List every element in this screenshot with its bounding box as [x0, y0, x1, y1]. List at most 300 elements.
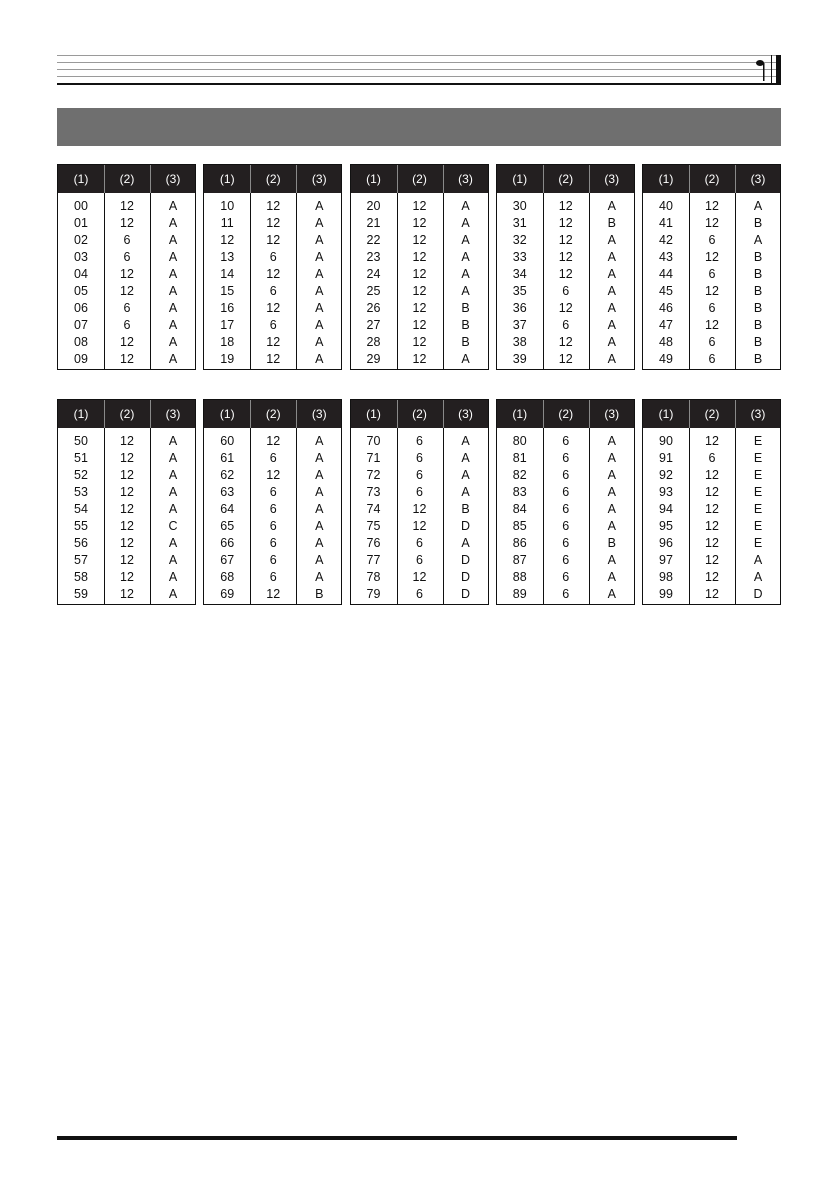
table-cell: 12 [412, 284, 427, 298]
table-cell: 47 [659, 318, 673, 332]
table-cell: 12 [705, 318, 719, 332]
table-cell: D [460, 519, 471, 533]
table-row [351, 433, 488, 450]
table-cell: 69 [220, 587, 235, 601]
table-row [58, 198, 195, 215]
table-cell: A [315, 468, 324, 482]
column-header: (3) [458, 172, 473, 186]
table-cell: A [168, 216, 178, 230]
table-row [497, 198, 634, 215]
table-cell: 58 [74, 570, 88, 584]
table-cell: 12 [558, 335, 573, 349]
table-cell: 12 [558, 250, 573, 264]
table-cell: 04 [74, 267, 88, 281]
table-row [497, 433, 634, 450]
table-cell: 64 [220, 502, 235, 516]
table-row [58, 569, 195, 586]
table-cell: 63 [220, 485, 235, 499]
table-cell: 12 [266, 352, 281, 366]
table-cell: 6 [708, 451, 716, 465]
table-row [58, 433, 195, 450]
table-row [204, 198, 341, 215]
table-row [643, 283, 780, 300]
table-row [497, 300, 634, 317]
table-cell: 12 [412, 233, 427, 247]
table-cell: 6 [562, 519, 570, 533]
table-cell: 12 [120, 536, 134, 550]
table-row [643, 518, 780, 535]
table-cell: 54 [74, 502, 88, 516]
table-cell: 99 [659, 587, 673, 601]
table-cell: 6 [269, 519, 277, 533]
table-cell: 25 [366, 284, 381, 298]
table-cell: A [461, 284, 470, 298]
table-cell: 12 [705, 468, 719, 482]
table-row [351, 518, 488, 535]
table-cell: B [461, 318, 470, 332]
table-cell: 12 [558, 233, 573, 247]
header-divider [589, 400, 590, 428]
table-cell: 12 [120, 434, 134, 448]
table-cell: 6 [269, 536, 277, 550]
staff-line [57, 83, 781, 85]
table-cell: 12 [120, 570, 134, 584]
tone-table [57, 164, 196, 370]
table-cell: 90 [659, 434, 673, 448]
header-divider [104, 165, 105, 193]
staff-line [57, 69, 781, 70]
table-cell: A [168, 267, 178, 281]
table-cell: 12 [412, 216, 427, 230]
tone-table [350, 164, 489, 370]
table-cell: 12 [558, 301, 573, 315]
table-row [643, 300, 780, 317]
table-cell: B [753, 284, 763, 298]
table-cell: B [753, 318, 763, 332]
table-row [643, 501, 780, 518]
table-cell: A [315, 434, 324, 448]
table-cell: A [607, 468, 616, 482]
table-row [204, 300, 341, 317]
table-cell: 36 [512, 301, 527, 315]
table-cell: 93 [659, 485, 673, 499]
table-cell: A [315, 335, 324, 349]
table-row [351, 232, 488, 249]
staff-line [57, 76, 781, 77]
table-cell: 05 [74, 284, 88, 298]
table-row [204, 552, 341, 569]
table-row [643, 433, 780, 450]
table-cell: A [168, 468, 178, 482]
column-header: (1) [512, 407, 528, 421]
table-row [351, 215, 488, 232]
table-cell: 6 [562, 570, 570, 584]
table-cell: 66 [220, 536, 235, 550]
table-cell: 12 [120, 451, 134, 465]
section-title-band [57, 108, 781, 146]
table-cell: A [168, 451, 178, 465]
header-divider [443, 400, 444, 428]
table-cell: 94 [659, 502, 673, 516]
table-cell: 12 [120, 352, 134, 366]
column-header: (1) [366, 172, 381, 186]
table-row [58, 450, 195, 467]
table-cell: 68 [220, 570, 235, 584]
table-body [497, 433, 634, 603]
table-cell: 96 [659, 536, 673, 550]
table-cell: 82 [512, 468, 527, 482]
table-cell: 12 [705, 216, 719, 230]
column-header: (2) [265, 172, 281, 186]
table-row [351, 586, 488, 603]
table-row [497, 569, 634, 586]
table-header [58, 165, 195, 193]
table-row [204, 249, 341, 266]
table-cell: 12 [120, 199, 134, 213]
table-cell: A [607, 301, 616, 315]
table-cell: D [753, 587, 763, 601]
table-row [351, 535, 488, 552]
table-cell: 12 [558, 267, 573, 281]
table-cell: E [753, 485, 763, 499]
table-cell: A [607, 318, 616, 332]
table-cell: 12 [412, 570, 427, 584]
table-cell: B [461, 502, 470, 516]
table-cell: 87 [512, 553, 527, 567]
table-row [204, 334, 341, 351]
table-row [643, 552, 780, 569]
table-cell: 53 [74, 485, 88, 499]
table-cell: B [607, 216, 616, 230]
table-cell: 46 [659, 301, 673, 315]
staff-barline-thin [771, 55, 772, 85]
table-cell: 76 [366, 536, 381, 550]
table-header [204, 165, 341, 193]
table-row [643, 266, 780, 283]
table-cell: A [168, 536, 178, 550]
table-cell: A [461, 233, 470, 247]
table-cell: D [460, 570, 471, 584]
table-row [58, 518, 195, 535]
table-row [643, 317, 780, 334]
header-divider [689, 400, 690, 428]
table-cell: A [315, 267, 324, 281]
table-cell: 80 [512, 434, 527, 448]
table-row [497, 450, 634, 467]
table-row [497, 552, 634, 569]
table-cell: A [607, 267, 616, 281]
table-row [351, 334, 488, 351]
column-header: (3) [165, 407, 181, 421]
table-cell: A [753, 553, 763, 567]
table-row [58, 249, 195, 266]
table-row [643, 569, 780, 586]
table-cell: A [461, 216, 470, 230]
table-cell: A [607, 335, 616, 349]
tone-table [642, 399, 781, 605]
table-cell: 39 [512, 352, 527, 366]
table-cell: 50 [74, 434, 88, 448]
table-cell: 12 [412, 301, 427, 315]
table-cell: 51 [74, 451, 88, 465]
table-cell: 91 [659, 451, 673, 465]
column-header: (1) [219, 407, 235, 421]
table-cell: 74 [366, 502, 381, 516]
table-cell: 28 [366, 335, 381, 349]
table-cell: 6 [123, 250, 131, 264]
table-row [204, 283, 341, 300]
column-header: (3) [604, 172, 620, 186]
table-cell: 12 [705, 587, 719, 601]
table-cell: 12 [412, 352, 427, 366]
table-row [204, 569, 341, 586]
table-cell: A [315, 301, 324, 315]
table-cell: A [607, 587, 616, 601]
table-cell: B [461, 301, 470, 315]
table-cell: 12 [266, 233, 281, 247]
table-cell: 60 [220, 434, 235, 448]
table-row [58, 232, 195, 249]
table-cell: 75 [366, 519, 381, 533]
table-cell: 6 [416, 553, 423, 567]
table-row [58, 266, 195, 283]
table-cell: 26 [366, 301, 381, 315]
table-row [58, 467, 195, 484]
header-divider [589, 165, 590, 193]
table-cell: 6 [416, 485, 423, 499]
table-cell: 6 [416, 587, 423, 601]
table-header [204, 400, 341, 428]
column-header: (1) [512, 172, 528, 186]
table-cell: 6 [708, 233, 716, 247]
table-cell: 49 [659, 352, 673, 366]
table-cell: 12 [120, 485, 134, 499]
table-cell: A [461, 267, 470, 281]
table-cell: 61 [220, 451, 235, 465]
column-header: (2) [704, 172, 720, 186]
table-row [58, 215, 195, 232]
table-cell: A [461, 250, 470, 264]
table-cell: 09 [74, 352, 88, 366]
table-cell: A [607, 519, 616, 533]
table-cell: 6 [562, 536, 570, 550]
table-cell: B [753, 216, 763, 230]
column-header: (2) [265, 407, 281, 421]
table-cell: 6 [269, 250, 277, 264]
table-cell: 6 [269, 485, 277, 499]
table-cell: 10 [220, 199, 235, 213]
header-divider [250, 400, 251, 428]
table-cell: 12 [705, 519, 719, 533]
header-divider [397, 400, 398, 428]
table-cell: A [168, 502, 178, 516]
table-row [351, 501, 488, 518]
table-cell: 6 [269, 318, 277, 332]
table-cell: A [315, 250, 324, 264]
table-cell: B [753, 335, 763, 349]
table-cell: A [461, 434, 470, 448]
table-cell: 20 [366, 199, 381, 213]
column-header: (3) [311, 407, 327, 421]
table-row [643, 535, 780, 552]
table-cell: 33 [512, 250, 527, 264]
table-row [497, 317, 634, 334]
table-cell: A [461, 451, 470, 465]
table-cell: 89 [512, 587, 527, 601]
table-cell: 12 [412, 250, 427, 264]
table-cell: A [607, 233, 616, 247]
table-row [497, 484, 634, 501]
table-cell: 06 [74, 301, 88, 315]
table-row [497, 283, 634, 300]
table-cell: 6 [123, 301, 131, 315]
table-cell: 84 [512, 502, 527, 516]
table-cell: 6 [708, 301, 716, 315]
table-row [643, 586, 780, 603]
table-cell: 92 [659, 468, 673, 482]
table-row [58, 283, 195, 300]
table-cell: E [753, 434, 763, 448]
table-cell: 6 [269, 553, 277, 567]
table-cell: 29 [366, 352, 381, 366]
table-cell: 83 [512, 485, 527, 499]
table-row [643, 334, 780, 351]
table-cell: A [461, 485, 470, 499]
staff-line [57, 62, 781, 63]
column-header: (1) [366, 407, 381, 421]
tone-table [203, 164, 342, 370]
table-cell: 6 [562, 284, 570, 298]
table-cell: 12 [266, 335, 281, 349]
table-row [497, 334, 634, 351]
header-divider [543, 400, 544, 428]
table-cell: 08 [74, 335, 88, 349]
table-cell: 15 [220, 284, 235, 298]
table-cell: 95 [659, 519, 673, 533]
table-cell: A [168, 553, 178, 567]
column-header: (2) [119, 172, 135, 186]
table-row [204, 467, 341, 484]
table-cell: 38 [512, 335, 527, 349]
table-header [497, 165, 634, 193]
table-row [204, 351, 341, 368]
table-cell: A [315, 216, 324, 230]
table-row [351, 450, 488, 467]
table-cell: A [461, 468, 470, 482]
table-cell: 6 [708, 352, 716, 366]
table-cell: 12 [705, 485, 719, 499]
table-cell: 12 [412, 318, 427, 332]
table-cell: A [315, 485, 324, 499]
table-row [58, 586, 195, 603]
staff-line [57, 55, 781, 56]
column-header: (3) [604, 407, 620, 421]
table-cell: 70 [366, 434, 381, 448]
table-cell: 14 [220, 267, 235, 281]
table-cell: E [753, 536, 763, 550]
table-cell: 78 [366, 570, 381, 584]
table-row [351, 552, 488, 569]
table-row [351, 467, 488, 484]
table-cell: 12 [120, 587, 134, 601]
table-row [204, 232, 341, 249]
table-cell: 12 [412, 335, 427, 349]
table-body [204, 198, 341, 368]
table-row [497, 586, 634, 603]
table-cell: 71 [366, 451, 381, 465]
table-cell: 6 [269, 284, 277, 298]
table-cell: 67 [220, 553, 235, 567]
table-cell: 72 [366, 468, 381, 482]
table-body [204, 433, 341, 603]
table-cell: 55 [74, 519, 88, 533]
table-cell: 12 [120, 216, 134, 230]
table-cell: 6 [416, 536, 423, 550]
table-cell: A [607, 352, 616, 366]
table-cell: 6 [269, 451, 277, 465]
table-row [204, 433, 341, 450]
table-cell: 24 [366, 267, 381, 281]
table-cell: 12 [558, 352, 573, 366]
table-cell: B [753, 301, 763, 315]
header-divider [543, 165, 544, 193]
tone-table [203, 399, 342, 605]
header-divider [689, 165, 690, 193]
footer-rule [57, 1136, 737, 1140]
table-cell: 01 [74, 216, 88, 230]
table-row [497, 501, 634, 518]
table-cell: 57 [74, 553, 88, 567]
table-row [58, 484, 195, 501]
table-cell: 85 [512, 519, 527, 533]
table-row [497, 518, 634, 535]
table-cell: 77 [366, 553, 381, 567]
table-row [58, 501, 195, 518]
table-cell: 79 [366, 587, 381, 601]
table-cell: A [168, 570, 178, 584]
table-cell: A [753, 199, 763, 213]
table-cell: A [168, 587, 178, 601]
table-cell: 12 [220, 233, 235, 247]
table-cell: 34 [512, 267, 527, 281]
table-cell: 12 [266, 434, 281, 448]
table-cell: 6 [269, 502, 277, 516]
table-cell: 6 [562, 485, 570, 499]
table-cell: 86 [512, 536, 527, 550]
table-cell: 44 [659, 267, 673, 281]
table-cell: 12 [266, 468, 281, 482]
table-cell: 12 [120, 502, 134, 516]
table-cell: A [168, 284, 178, 298]
table-cell: 31 [512, 216, 527, 230]
table-row [497, 266, 634, 283]
table-cell: A [315, 519, 324, 533]
table-cell: A [168, 318, 178, 332]
table-row [351, 198, 488, 215]
table-body [58, 198, 195, 368]
table-row [58, 334, 195, 351]
table-row [58, 535, 195, 552]
table-cell: 6 [562, 502, 570, 516]
table-cell: 6 [562, 451, 570, 465]
column-header: (3) [750, 172, 766, 186]
table-row [351, 317, 488, 334]
column-header: (1) [219, 172, 235, 186]
column-header: (2) [558, 172, 574, 186]
header-divider [296, 165, 297, 193]
table-cell: 98 [659, 570, 673, 584]
tone-table [350, 399, 489, 605]
